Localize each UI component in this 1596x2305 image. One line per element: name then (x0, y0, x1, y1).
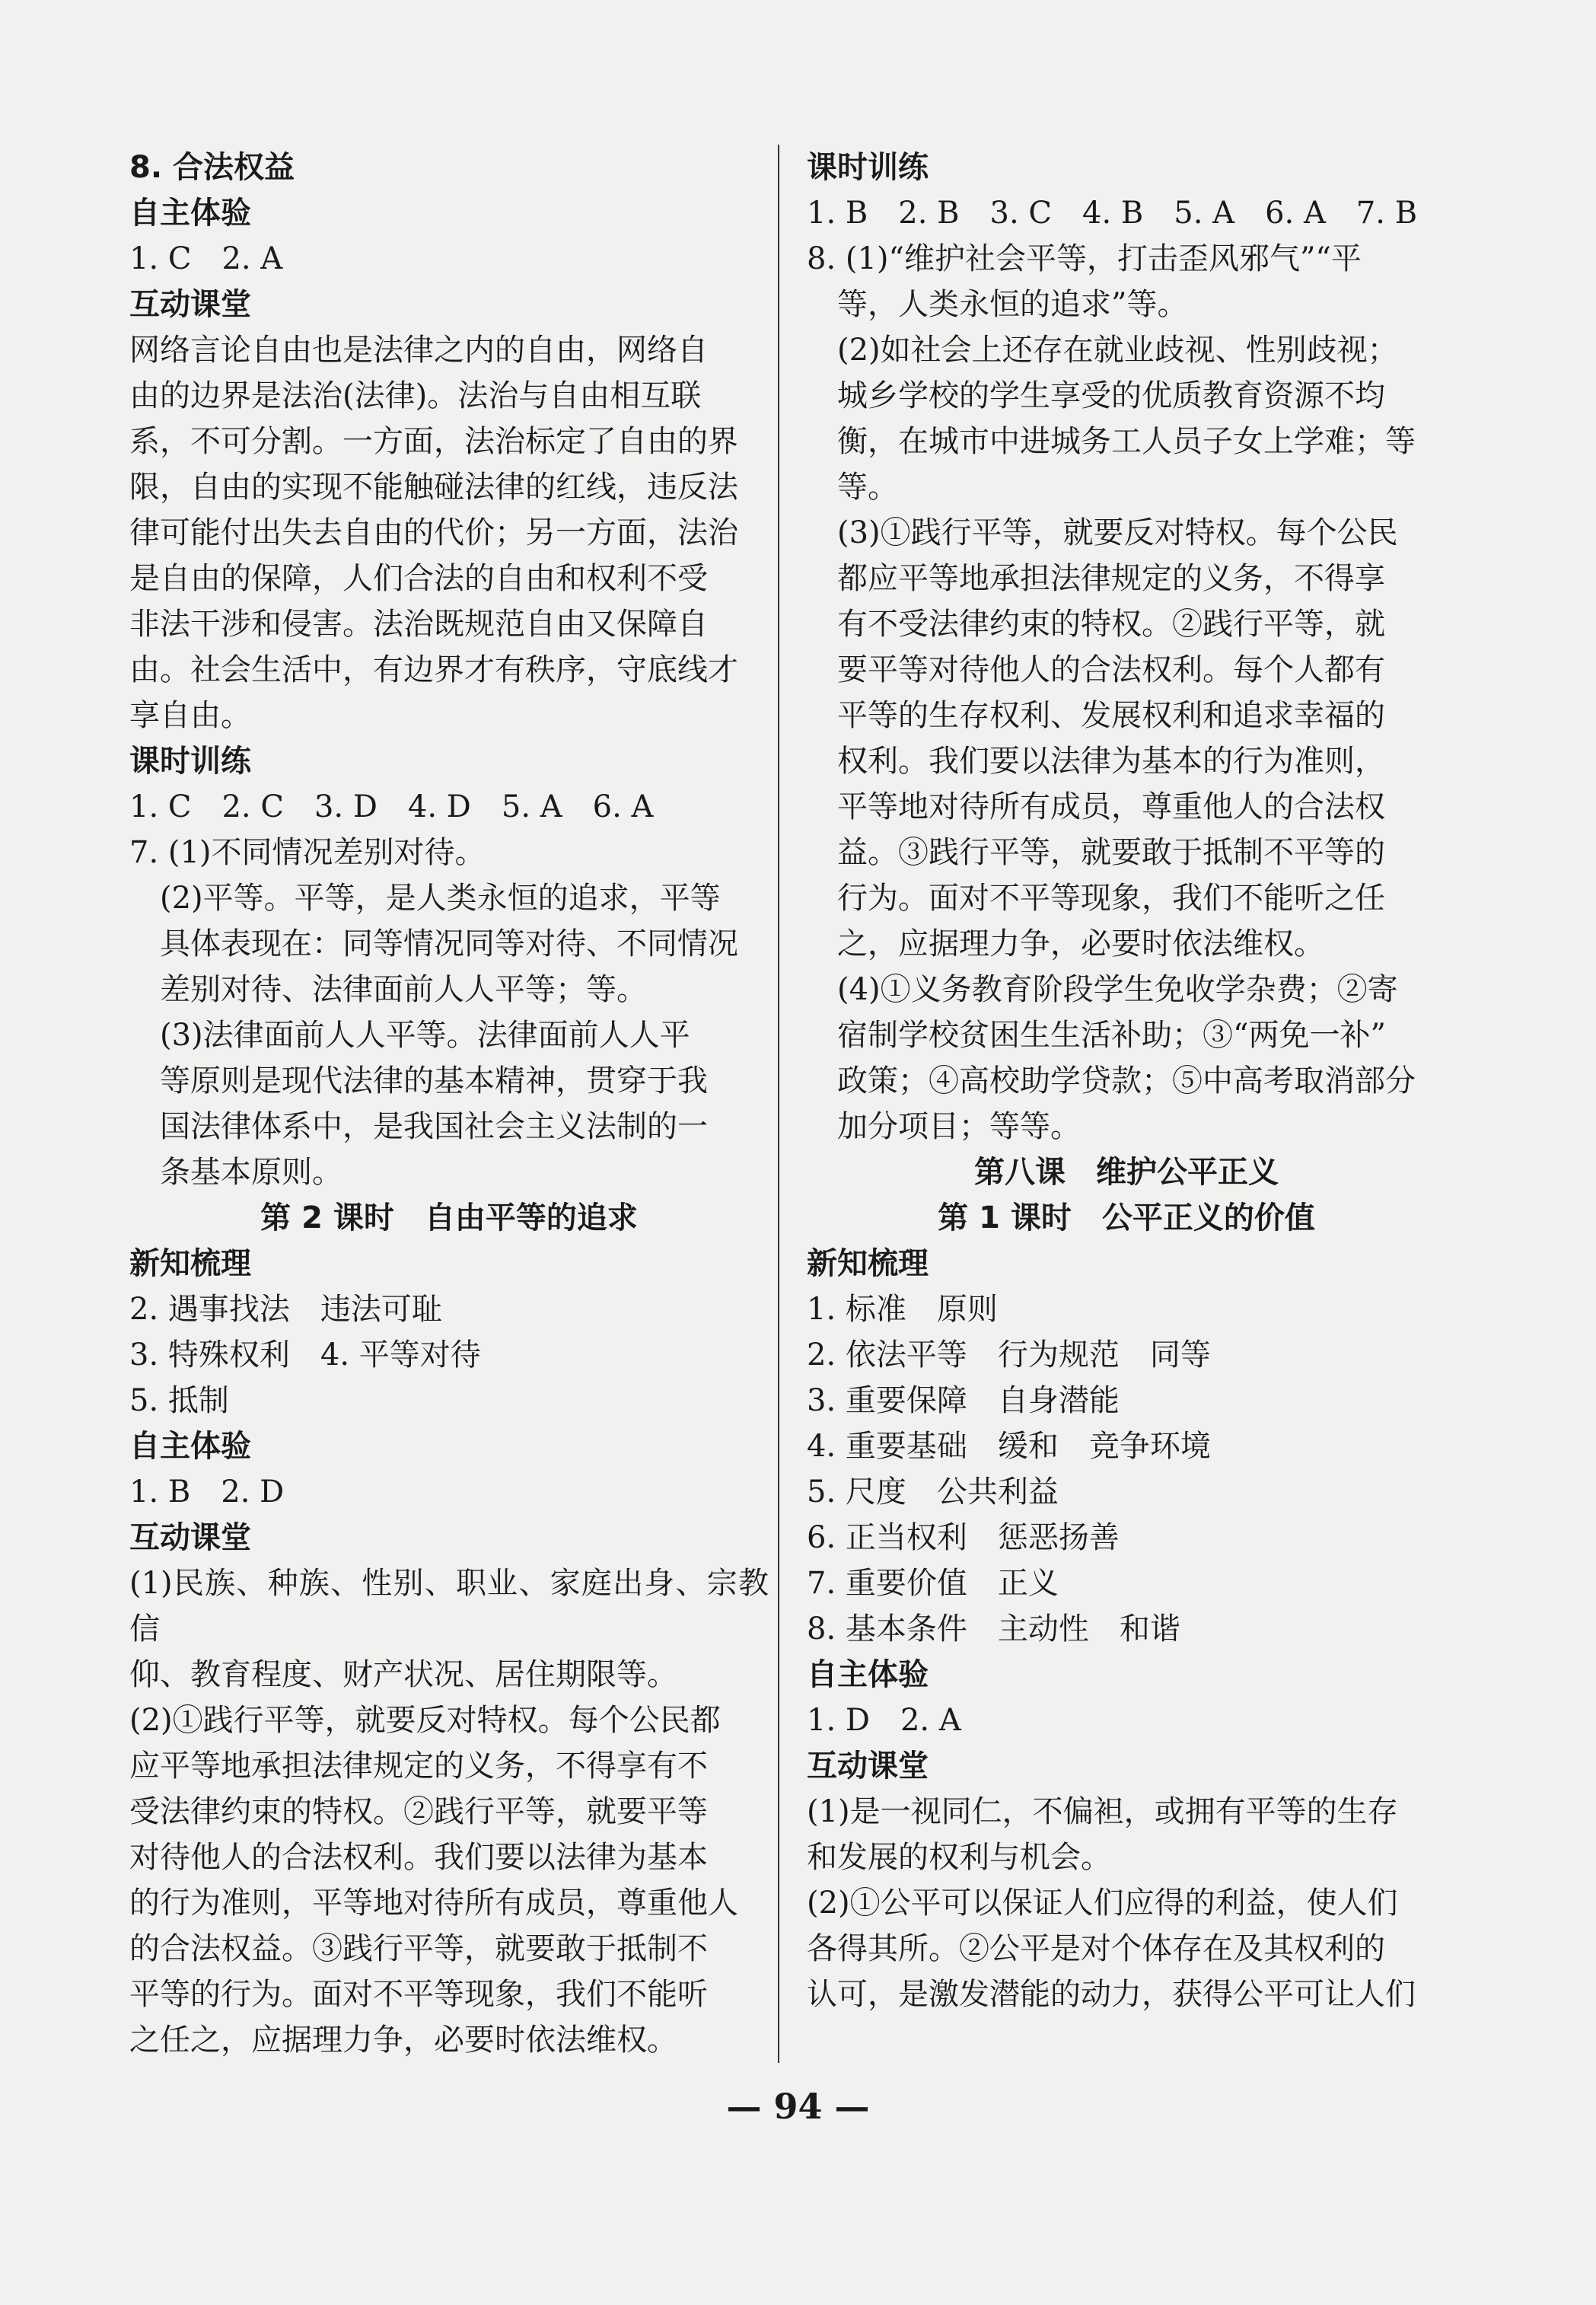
indented-text-line: 等。 (837, 470, 898, 505)
text-line: 由。社会生活中，有边界才有秩序，守底线才 (129, 652, 738, 687)
indented-text-line: 都应平等地承担法律规定的义务，不得享 (837, 561, 1385, 596)
indented-text-line: 行为。面对不平等现象，我们不能听之任 (837, 881, 1385, 916)
indented-text-line: 平等地对待所有成员，尊重他人的合法权 (837, 789, 1385, 824)
indented-text-line: 权利。我们要以法律为基本的行为准则， (837, 744, 1385, 779)
text-line: 1. B 2. B 3. C 4. B 5. A 6. A 7. B (807, 196, 1418, 231)
indented-text-line: 差别对待、法律面前人人平等；等。 (160, 972, 647, 1007)
text-line: 1. 标准 原则 (807, 1292, 998, 1327)
text-line: 2. 依法平等 行为规范 同等 (807, 1337, 1211, 1372)
text-line: 1. D 2. A (807, 1703, 961, 1738)
text-line: 律可能付出失去自由的代价；另一方面，法治 (129, 515, 738, 550)
text-line: (1)民族、种族、性别、职业、家庭出身、宗教信 (129, 1566, 769, 1647)
indented-text-line: 加分项目；等等。 (837, 1109, 1081, 1144)
indented-text-line: 有不受法律约束的特权。②践行平等，就 (837, 607, 1385, 642)
section-heading: 新知梳理 (129, 1246, 251, 1281)
text-line: 各得其所。②公平是对个体存在及其权利的 (807, 1931, 1385, 1966)
indented-text-line: (3)法律面前人人平等。法律面前人人平 (160, 1018, 690, 1053)
text-line: 的合法权益。③践行平等，就要敢于抵制不 (129, 1931, 708, 1966)
indented-text-line: (2)平等。平等，是人类永恒的追求，平等 (160, 881, 721, 916)
text-line: 2. 遇事找法 违法可耻 (129, 1292, 442, 1327)
section-heading: 自主体验 (129, 1429, 251, 1464)
text-line: 认可，是激发潜能的动力，获得公平可让人们 (807, 1977, 1416, 2012)
indented-text-line: 之，应据理力争，必要时依法维权。 (837, 926, 1324, 961)
text-line: 是自由的保障，人们合法的自由和权利不受 (129, 561, 708, 596)
indented-text-line: 等原则是现代法律的基本精神，贯穿于我 (160, 1063, 708, 1098)
text-line: 和发展的权利与机会。 (807, 1840, 1111, 1875)
indented-text-line: (4)①义务教育阶段学生免收学杂费；②寄 (837, 972, 1398, 1007)
indented-text-line: 条基本原则。 (160, 1155, 342, 1190)
right-column (807, 145, 1446, 2017)
text-line: 平等的行为。面对不平等现象，我们不能听 (129, 1977, 708, 2012)
text-line: 限，自由的实现不能触碰法律的红线，违反法 (129, 470, 738, 505)
section-heading: 8. 合法权益 (129, 150, 295, 185)
indented-text-line: 衡，在城市中进城务工人员子女上学难；等 (837, 424, 1416, 459)
lesson-title: 第 2 课时 自由平等的追求 (260, 1200, 638, 1235)
indented-text-line: (3)①践行平等，就要反对特权。每个公民 (837, 515, 1398, 550)
text-line: 对待他人的合法权利。我们要以法律为基本 (129, 1840, 708, 1875)
text-line: (2)①公平可以保证人们应得的利益，使人们 (807, 1886, 1398, 1921)
indented-text-line: 具体表现在：同等情况同等对待、不同情况 (160, 926, 738, 961)
section-heading: 新知梳理 (807, 1246, 929, 1281)
text-line: 5. 抵制 (129, 1383, 229, 1418)
indented-text-line: 等，人类永恒的追求”等。 (837, 287, 1188, 322)
text-line: 7. (1)不同情况差别对待。 (129, 835, 486, 870)
page-number: — 94 — (726, 2086, 870, 2127)
lesson-title: 第 1 课时 公平正义的价值 (938, 1200, 1315, 1235)
text-line: 的行为准则，平等地对待所有成员，尊重他人 (129, 1886, 738, 1921)
text-line: 享自由。 (129, 698, 251, 733)
lesson-title: 第八课 维护公平正义 (974, 1155, 1279, 1190)
indented-text-line: 政策；④高校助学贷款；⑤中高考取消部分 (837, 1063, 1416, 1098)
column-divider (778, 145, 779, 2063)
text-line: 3. 特殊权利 4. 平等对待 (129, 1337, 481, 1372)
text-line: 由的边界是法治(法律)。法治与自由相互联 (129, 378, 702, 413)
text-line: 8. (1)“维护社会平等，打击歪风邪气”“平 (807, 241, 1362, 276)
indented-text-line: (2)如社会上还存在就业歧视、性别歧视； (837, 333, 1398, 368)
indented-text-line: 宿制学校贫困生生活补助；③“两免一补” (837, 1018, 1386, 1053)
text-line: 1. B 2. D (129, 1474, 285, 1510)
section-heading: 互动课堂 (129, 287, 251, 322)
section-heading: 互动课堂 (129, 1520, 251, 1555)
section-heading: 自主体验 (129, 196, 251, 231)
text-line: 非法干涉和侵害。法治既规范自由又保障自 (129, 607, 708, 642)
section-heading: 课时训练 (129, 744, 251, 779)
section-heading: 课时训练 (807, 150, 929, 185)
left-column (129, 145, 769, 2063)
text-line: (1)是一视同仁，不偏袒，或拥有平等的生存 (807, 1794, 1398, 1829)
indented-text-line: 益。③践行平等，就要敢于抵制不平等的 (837, 835, 1385, 870)
text-line: 网络言论自由也是法律之内的自由，网络自 (129, 333, 708, 368)
text-line: 3. 重要保障 自身潜能 (807, 1383, 1120, 1418)
text-line: 之任之，应据理力争，必要时依法维权。 (129, 2023, 677, 2058)
text-line: 仰、教育程度、财产状况、居住期限等。 (129, 1657, 677, 1692)
text-line: 1. C 2. A (129, 241, 283, 276)
text-line: 系，不可分割。一方面，法治标定了自由的界 (129, 424, 738, 459)
indented-text-line: 国法律体系中，是我国社会主义法制的一 (160, 1109, 708, 1144)
indented-text-line: 平等的生存权利、发展权利和追求幸福的 (837, 698, 1385, 733)
text-line: 1. C 2. C 3. D 4. D 5. A 6. A (129, 789, 654, 824)
text-line: (2)①践行平等，就要反对特权。每个公民都 (129, 1703, 721, 1738)
section-heading: 自主体验 (807, 1657, 929, 1692)
text-line: 6. 正当权利 惩恶扬善 (807, 1520, 1120, 1555)
indented-text-line: 城乡学校的学生享受的优质教育资源不均 (837, 378, 1385, 413)
text-line: 8. 基本条件 主动性 和谐 (807, 1612, 1180, 1647)
section-heading: 互动课堂 (807, 1749, 929, 1784)
text-line: 4. 重要基础 缓和 竞争环境 (807, 1429, 1211, 1464)
text-line: 应平等地承担法律规定的义务，不得享有不 (129, 1749, 708, 1784)
text-line: 7. 重要价值 正义 (807, 1566, 1059, 1601)
text-line: 5. 尺度 公共利益 (807, 1474, 1059, 1510)
text-line: 受法律约束的特权。②践行平等，就要平等 (129, 1794, 708, 1829)
indented-text-line: 要平等对待他人的合法权利。每个人都有 (837, 652, 1385, 687)
